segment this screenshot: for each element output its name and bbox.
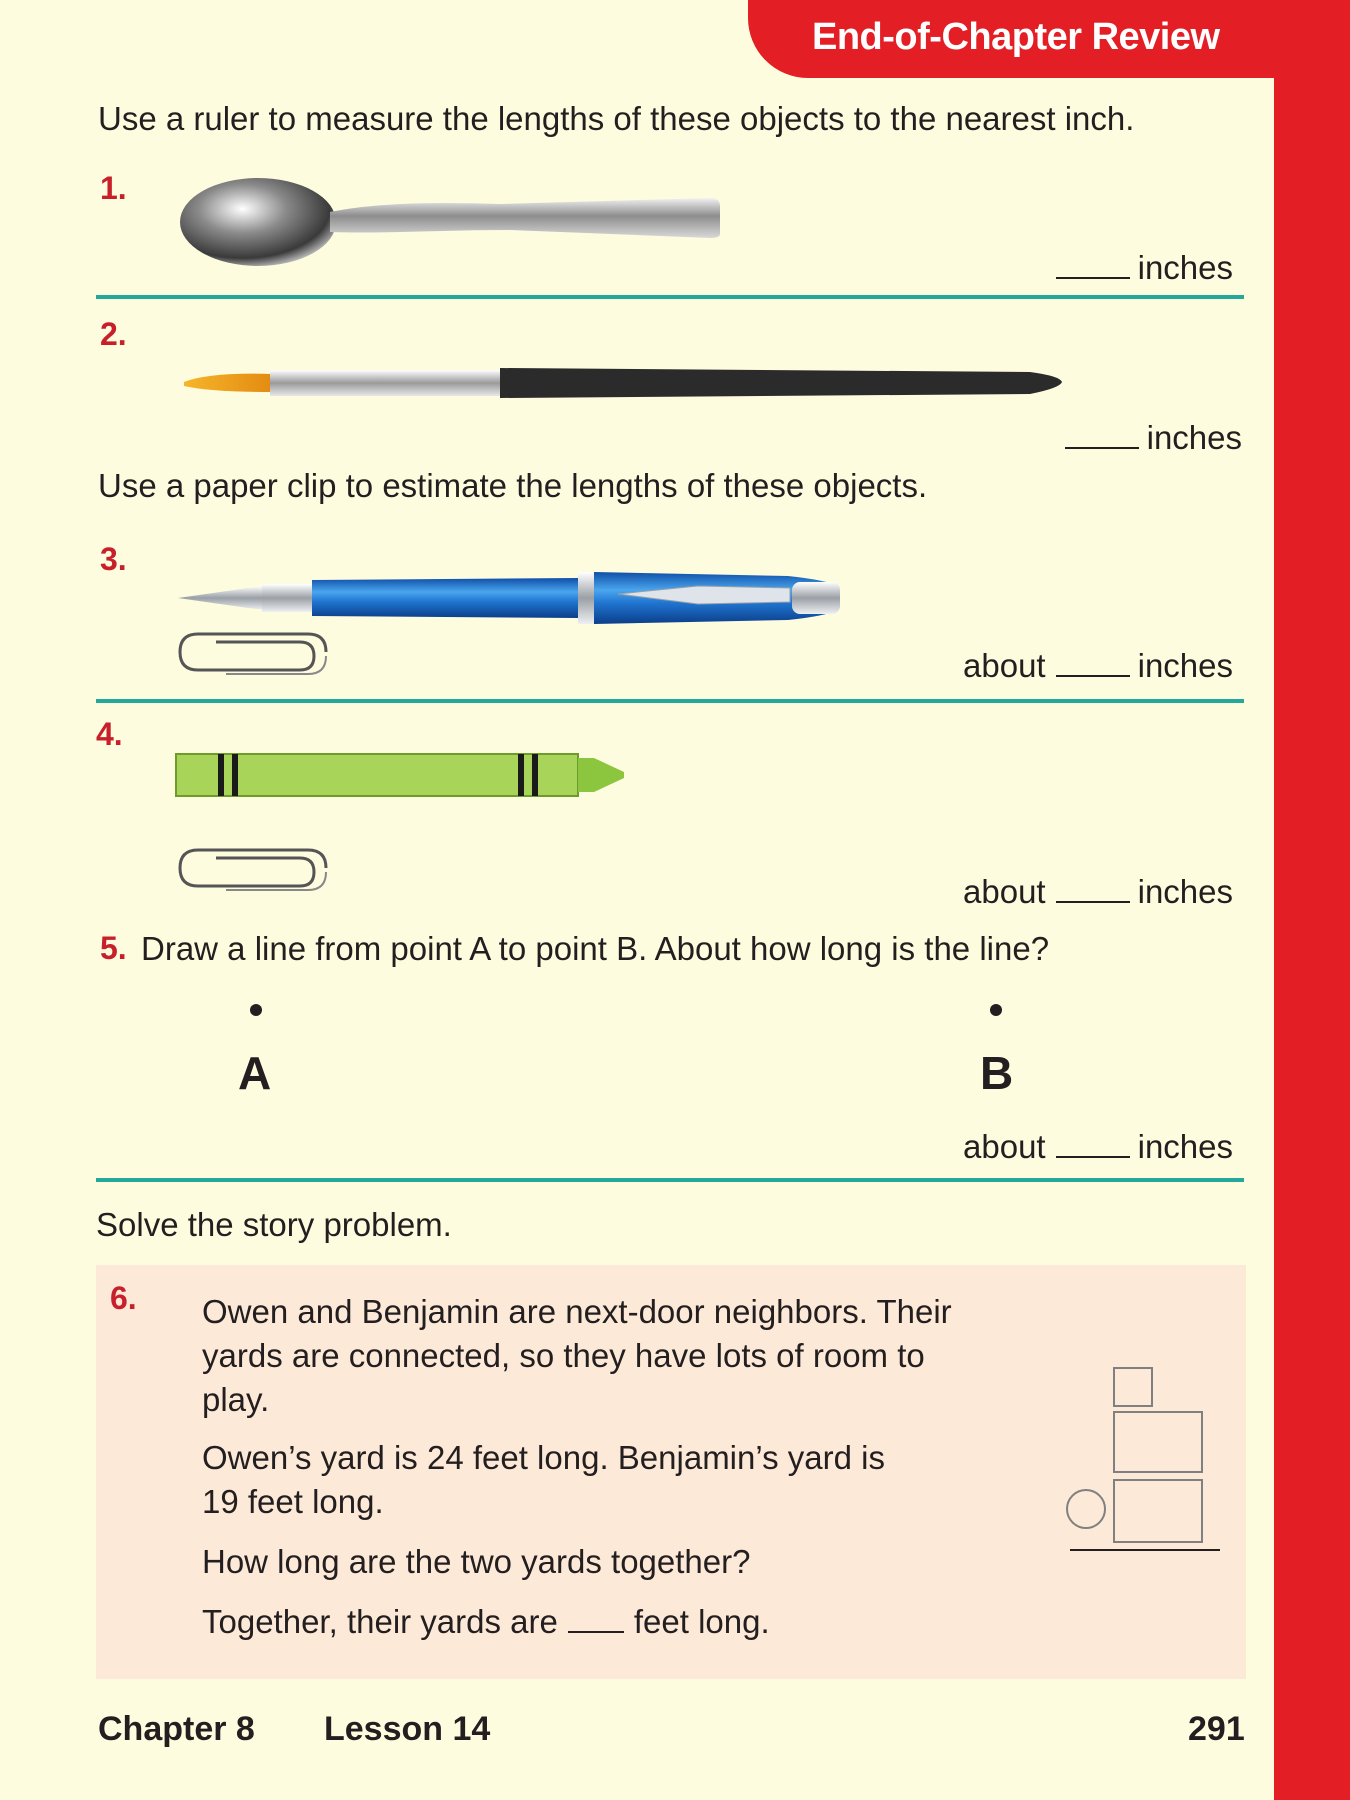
addition-work-boxes: [1064, 1366, 1228, 1556]
answer-line-1: inches: [1056, 251, 1233, 284]
problem-number: 4.: [96, 716, 123, 752]
ruler-instructions: Use a ruler to measure the lengths of these objects to the nearest inch.: [98, 100, 1135, 137]
point-b-label: B: [980, 1047, 1014, 1099]
footer-lesson: Lesson 14: [324, 1710, 491, 1748]
story-paragraph: Owen and Benjamin are next-door neighbors. Their yards are connected, so they have lots of room to play.: [202, 1293, 952, 1418]
spoon-image: [180, 172, 720, 272]
answer-blank[interactable]: [1065, 423, 1139, 449]
point-a-label: A: [238, 1047, 272, 1099]
divider: [96, 295, 1244, 299]
answer-blank[interactable]: [1056, 253, 1130, 279]
page-title: End-of-Chapter Review: [812, 16, 1220, 58]
point-a-dot: [250, 1004, 262, 1016]
problem-number: 5.: [100, 930, 127, 966]
story-answer-line: Together, their yards are feet long.: [202, 1603, 770, 1640]
answer-blank[interactable]: [1056, 651, 1130, 677]
answer-blank[interactable]: [1056, 1132, 1130, 1158]
story-instructions: Solve the story problem.: [96, 1206, 452, 1243]
story-question: How long are the two yards together?: [202, 1543, 751, 1580]
red-side-bar: [1274, 0, 1350, 1800]
answer-line-3: about inches: [963, 647, 1233, 684]
problem-5-text: Draw a line from point A to point B. About how long is the line?: [141, 930, 1050, 967]
divider: [96, 1178, 1244, 1182]
point-b-dot: [990, 1004, 1002, 1016]
problem-number: 3.: [100, 541, 127, 577]
paperclip-icon: [176, 630, 336, 678]
footer-chapter: Chapter 8: [98, 1710, 255, 1748]
answer-blank[interactable]: [568, 1607, 624, 1633]
answer-blank[interactable]: [1056, 877, 1130, 903]
answer-line-4: about inches: [963, 873, 1233, 910]
paintbrush-image: [180, 360, 1065, 410]
story-paragraph: Owen’s yard is 24 feet long. Benjamin’s yard is 19 feet long.: [202, 1439, 885, 1520]
problem-number: 1.: [100, 170, 127, 206]
pen-image: [178, 566, 848, 628]
crayon-image: [174, 750, 630, 802]
problem-number: 6.: [110, 1280, 137, 1316]
paperclip-instructions: Use a paper clip to estimate the lengths of these objects.: [98, 467, 928, 504]
answer-line-5: about inches: [963, 1128, 1233, 1165]
answer-line-2: inches: [1065, 421, 1242, 454]
paperclip-icon: [176, 846, 336, 894]
page-number: 291: [1188, 1710, 1245, 1748]
problem-number: 2.: [100, 316, 127, 352]
divider: [96, 699, 1244, 703]
